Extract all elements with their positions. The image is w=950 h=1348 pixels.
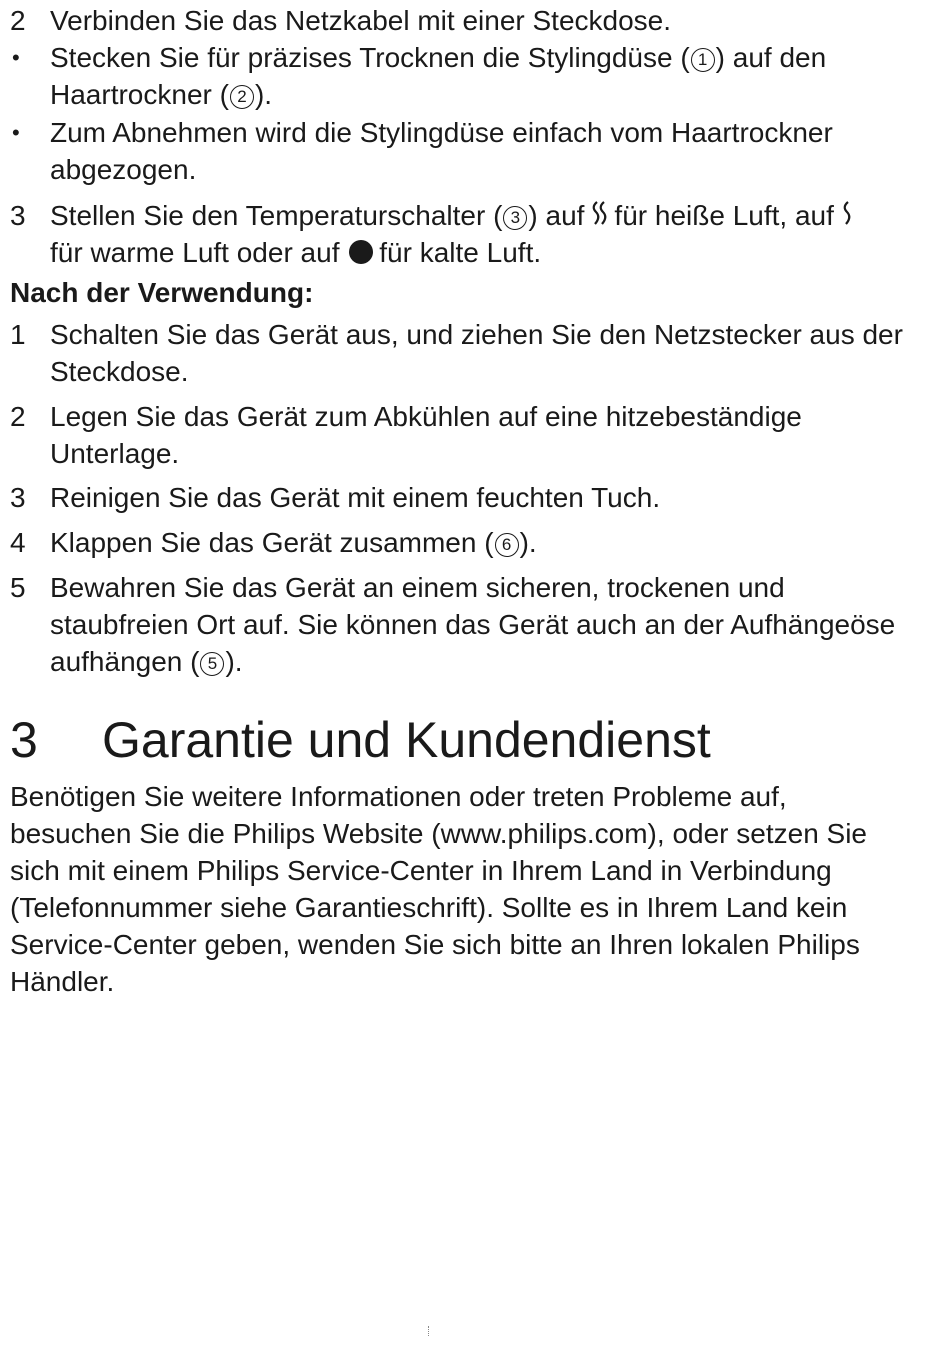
step-text-part: für kalte Luft. [379,237,542,268]
page-footer-mark [428,1326,431,1336]
step-number: 3 [10,200,26,231]
callout-number-6: 6 [495,533,519,557]
step-text [50,569,930,680]
bullet-text-part: ). [254,79,273,110]
step-text-part: für warme Luft oder auf [50,237,340,268]
after-use-heading: Nach der Verwendung: [10,277,314,308]
step-number: 2 [10,5,26,36]
callout-number-3: 3 [503,206,527,230]
double-heat-wave-icon [588,200,610,228]
step-number: 3 [10,482,26,513]
step-number: 4 [10,527,26,558]
after-use-step-1 [10,316,930,390]
warranty-paragraph: Benötigen Sie weitere Informationen oder treten Probleme auf, besuchen Sie die Philips Website (www.philips.com), oder setzen Sie sich mit einem Philips Service-Center in Ihrem Land in Verbindung (Telefonnummer siehe Garantieschrift). Sollte es in Ihrem Land kein Service-Center geben, wenden Sie sich bitte an Ihren lokalen Philips Händler. [10,781,868,997]
bullet-remove-nozzle [10,114,930,188]
section-heading [10,708,930,772]
step-text-part: Bewahren Sie das Gerät an einem sicheren, trockenen und staubfreien Ort auf. Sie können das Gerät auch an der Aufhängeöse aufhängen ( [50,572,896,677]
single-heat-wave-icon [838,200,854,228]
step-text-part: ). [225,646,243,677]
bullet-attach-nozzle [10,39,930,113]
bullet-text: Zum Abnehmen wird die Stylingdüse einfach vom Haartrockner abgezogen. [50,117,833,185]
step-text-part: ). [519,527,537,558]
step-number: 5 [10,572,26,603]
after-use-step-5 [10,569,930,680]
after-use-step-4 [10,524,930,561]
section-number: 3 [10,712,38,768]
callout-number-2: 2 [230,85,254,109]
step-2-connect-cable [10,2,930,39]
bullet-text-part: ) auf den Haartrockner ( [50,42,827,110]
step-text: Schalten Sie das Gerät aus, und ziehen Sie den Netzstecker aus der Steckdose. [50,319,903,387]
step-text-part: ) auf [528,200,585,231]
after-use-step-3 [10,479,930,516]
bullet-marker: • [12,120,20,145]
step-text-part: Klappen Sie das Gerät zusammen ( [50,527,494,558]
step-text [50,197,930,271]
after-use-step-2 [10,398,930,472]
step-text: Verbinden Sie das Netzkabel mit einer Steckdose. [50,5,672,36]
step-number: 2 [10,401,26,432]
step-text [50,524,930,561]
bullet-text-part: Stecken Sie für präzises Trocknen die Stylingdüse ( [50,42,690,73]
callout-number-5: 5 [200,652,224,676]
step-3-temperature [10,197,930,271]
bullet-marker: • [12,45,20,70]
filled-circle-cold-icon [349,240,373,264]
section-title: Garantie und Kundendienst [102,712,711,768]
step-text: Reinigen Sie das Gerät mit einem feuchten Tuch. [50,482,661,513]
step-text: Legen Sie das Gerät zum Abkühlen auf eine hitzebeständige Unterlage. [50,401,802,469]
step-number: 1 [10,319,26,350]
callout-number-1: 1 [691,48,715,72]
step-text-part: für heiße Luft, auf [614,200,834,231]
step-text-part: Stellen Sie den Temperaturschalter ( [50,200,503,231]
bullet-text [50,39,930,113]
